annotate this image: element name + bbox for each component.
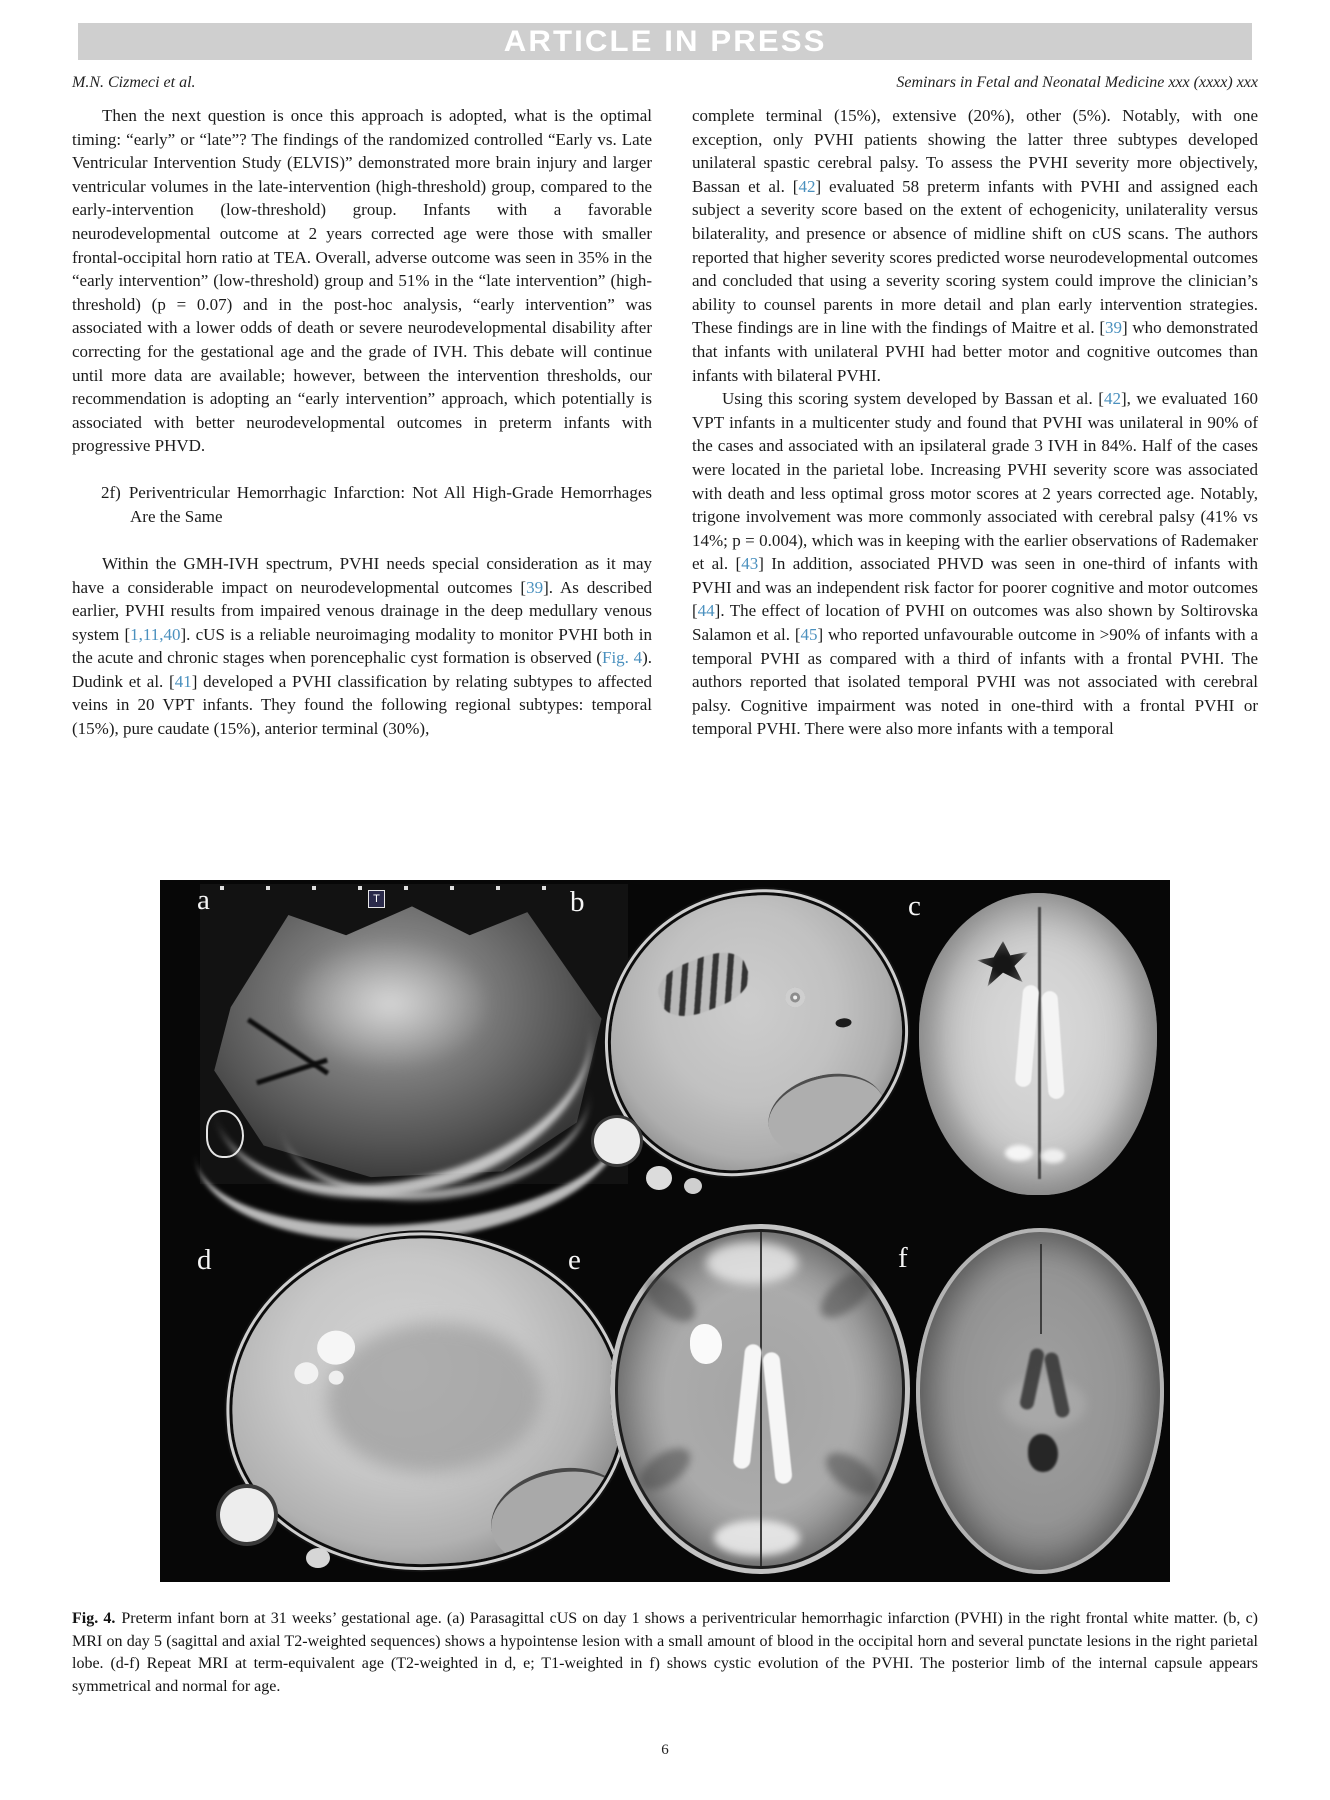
mri-scan-b — [580, 890, 915, 1208]
text-run: ] who reported unfavourable outcome in >90% of infants with a temporal PVHI as compared with a third of infants with a frontal PVHI. The authors reported that isolated temporal PVHI was not associated with cerebral palsy. Cognitive impairment was noted in one-third with a frontal PVHI or temporal PVHI. There were also more infants with a temporal — [692, 625, 1258, 739]
text-run: ] developed a PVHI classification by relating subtypes to affected veins in 20 VPT infants. They found the following regional subtypes: temporal (15%), pure caudate (15%), anterior terminal (30%), — [72, 671, 652, 739]
ventricle — [1041, 991, 1064, 1100]
figure-caption — [72, 1608, 1258, 1698]
brain-sagittal — [224, 1228, 629, 1574]
running-authors: M.N. Cizmeci et al. — [72, 74, 196, 91]
panel-label-e: e — [568, 1244, 581, 1276]
text-run: complete terminal (15%), extensive (20%), other (5%). Notably, with one exception, only PVHI patients showing the latter three subtypes developed unilateral spastic cerebral palsy. To assess the PVHI severity more objectively, Bassan et al. [ — [692, 106, 1258, 196]
orbit — [220, 1488, 274, 1542]
citation-link[interactable]: 42 — [1103, 389, 1121, 409]
figure-caption-label: Fig. 4. — [72, 1610, 116, 1627]
brain-sagittal — [599, 884, 914, 1180]
citation-link[interactable]: 45 — [800, 625, 818, 645]
paragraph-scoring — [692, 387, 1258, 741]
paragraph-subtypes — [692, 104, 1258, 387]
vessel-spot — [646, 1166, 672, 1190]
orientation-marker: T — [368, 890, 385, 908]
occipital-bright-spot — [1005, 1145, 1033, 1161]
csf-bright-zone — [714, 1520, 800, 1556]
text-run: ] In addition, associated PHVD was seen in one-third of infants with PVHI and was an independent risk factor for poorer cognitive and motor outcomes [ — [692, 554, 1258, 621]
text-run: ]. The effect of location of PVHI on outcomes was also shown by Soltirovska Salamon et al. [ — [692, 601, 1258, 645]
cerebellum — [760, 1062, 894, 1167]
hemorrhage-lesion — [651, 944, 756, 1026]
citation-link[interactable]: 1,11,40 — [130, 624, 181, 644]
section-number: 2f) — [101, 482, 121, 502]
white-matter-zone — [323, 1317, 546, 1478]
occipital-bright-spot — [1041, 1149, 1065, 1163]
article-in-press-banner — [78, 23, 1252, 60]
text-run: Using this scoring system developed by Bassan et al. [ — [722, 389, 1104, 409]
text-run: ], we evaluated 160 VPT infants in a multicenter study and found that PVHI was unilateral in 90% of the cases and associated with an ipsilateral grade 3 IVH in 84%. Half of the cases were located in the parietal lobe. Increasing PVHI severity score was associated with death and less optimal gross motor scores at 2 years corrected age. Notably, trigone involvement was more commonly associated with cerebral palsy (41% vs 14%; p = 0.004), which was in keeping with the earlier observations of Rademaker et al. [ — [692, 389, 1258, 574]
citation-link[interactable]: 39 — [1105, 318, 1123, 338]
orbit — [594, 1118, 640, 1164]
panel-label-c: c — [908, 890, 921, 922]
punctate-lesions — [977, 941, 1029, 989]
panel-label-d: d — [197, 1244, 212, 1276]
brain-axial — [919, 893, 1157, 1195]
citation-link[interactable]: Fig. 4 — [601, 648, 643, 668]
section-title: Periventricular Hemorrhagic Infarction: Not All High-Grade Hemorrhages Are the Same — [128, 482, 652, 526]
text-run: Within the GMH-IVH spectrum, PVHI needs special consideration as it may have a considerable impact on neurodevelopmental outcomes [ — [72, 553, 652, 597]
two-column-body — [72, 104, 1258, 741]
vessel-spot — [684, 1178, 702, 1194]
midline-fissure — [760, 1232, 762, 1566]
cyst — [690, 1324, 722, 1364]
probe-outline — [206, 1110, 244, 1158]
citation-link[interactable]: 39 — [526, 577, 544, 597]
scale-ticks — [220, 886, 550, 890]
citation-link[interactable]: 42 — [798, 176, 816, 196]
section-heading-2f — [72, 481, 652, 529]
text-run: ] evaluated 58 preterm infants with PVHI and assigned each subject a severity score based on the extent of echogenicity, unilaterality versus bilaterality, and presence or absence of midline shift on cUS scans. The authors reported that higher severity scores predicted worse neurodevelopmental outcomes and concluded that using a severity scoring system could improve the clinician’s ability to counsel parents in more detail and plan early intervention strategies. These findings are in line with the findings of Maitre et al. [ — [692, 176, 1258, 338]
right-column — [692, 104, 1258, 741]
paragraph-pvhi — [72, 552, 652, 741]
cystic-lesion — [1028, 1434, 1058, 1472]
text-run: ]. cUS is a reliable neuroimaging modality to monitor PVHI both in the acute and chronic stages when porencephalic cyst formation is observed ( — [72, 624, 652, 668]
ventricle — [1015, 984, 1040, 1087]
left-column — [72, 104, 652, 741]
brain-axial — [916, 1228, 1164, 1574]
mri-scan-f — [910, 1222, 1170, 1580]
citation-link[interactable]: 41 — [174, 671, 192, 691]
figure-4-image — [160, 880, 1170, 1582]
midline-fissure — [1038, 907, 1041, 1179]
brain-axial — [610, 1224, 910, 1574]
midline-fissure — [1040, 1244, 1042, 1334]
dark-slit — [835, 1018, 852, 1028]
panel-label-b: b — [570, 886, 585, 918]
csf-bright-zone — [706, 1242, 798, 1284]
panel-label-f: f — [898, 1242, 908, 1274]
text-run: ] who demonstrated that infants with unilateral PVHI had better motor and cognitive outcomes than infants with bilateral PVHI. — [692, 318, 1258, 385]
citation-link[interactable]: 44 — [697, 601, 715, 621]
journal-name: Seminars in Fetal and Neonatal Medicine xxx (xxxx) xxx — [896, 74, 1258, 91]
citation-link[interactable]: 43 — [741, 554, 759, 574]
bright-lesion — [784, 987, 806, 1009]
panel-label-a: a — [197, 884, 210, 916]
page-number: 6 — [661, 1742, 669, 1758]
text-run: Then the next question is once this approach is adopted, what is the optimal timing: “early” or “late”? The findings of the randomized controlled “Early vs. Late Ventricular Intervention Study (ELVIS)” demonstrated more brain injury and larger ventricular volumes in the late-intervention (high-threshold) group, compared to the early-intervention (low-threshold) group. Infants with a favorable neurodevelopmental outcome at 2 years corrected age were those with smaller frontal-occipital horn ratio at TEA. Overall, adverse outcome was seen in 35% in the “early intervention” (low-threshold) group and 51% in the “late intervention” (high-threshold) (p = 0.07) and in the post-hoc analysis, “early intervention” was associated with a lower odds of death or severe neurodevelopmental disability after correcting for the gestational age and the grade of IVH. This debate will continue until more data are available; however, between the intervention thresholds, our recommendation is adopting an “early intervention” approach, which potentially is associated with better neurodevelopmental outcomes in preterm infants with progressive PHVD. — [72, 106, 652, 456]
mri-scan-d — [210, 1230, 635, 1578]
running-header — [72, 74, 1258, 92]
figure-caption-text: Preterm infant born at 31 weeks’ gestational age. (a) Parasagittal cUS on day 1 shows a periventricular hemorrhagic infarction (PVHI) in the right frontal white matter. (b, c) MRI on day 5 (sagittal and axial T2-weighted sequences) shows a hypointense lesion with a small amount of blood in the occipital horn and several punctate lesions in the right parietal lobe. (d-f) Repeat MRI at term-equivalent age (T2-weighted in d, e; T1-weighted in f) shows cystic evolution of the PVHI. The posterior limb of the internal capsule appears symmetrical and normal for age. — [72, 1610, 1258, 1695]
text-run: ]. As described earlier, PVHI results from impaired venous drainage in the deep medullary venous system [ — [72, 577, 652, 644]
mri-scan-c — [905, 885, 1170, 1207]
text-run: ). Dudink et al. [ — [72, 648, 653, 691]
cyst — [294, 1362, 319, 1385]
paragraph-elvis — [72, 104, 652, 458]
vessel-spot — [306, 1548, 330, 1568]
banner-text: ARTICLE IN PRESS — [503, 24, 827, 58]
mri-scan-e — [578, 1218, 940, 1580]
thalamus-zone — [1002, 1378, 1086, 1430]
ultrasound-scan-a — [200, 884, 628, 1184]
